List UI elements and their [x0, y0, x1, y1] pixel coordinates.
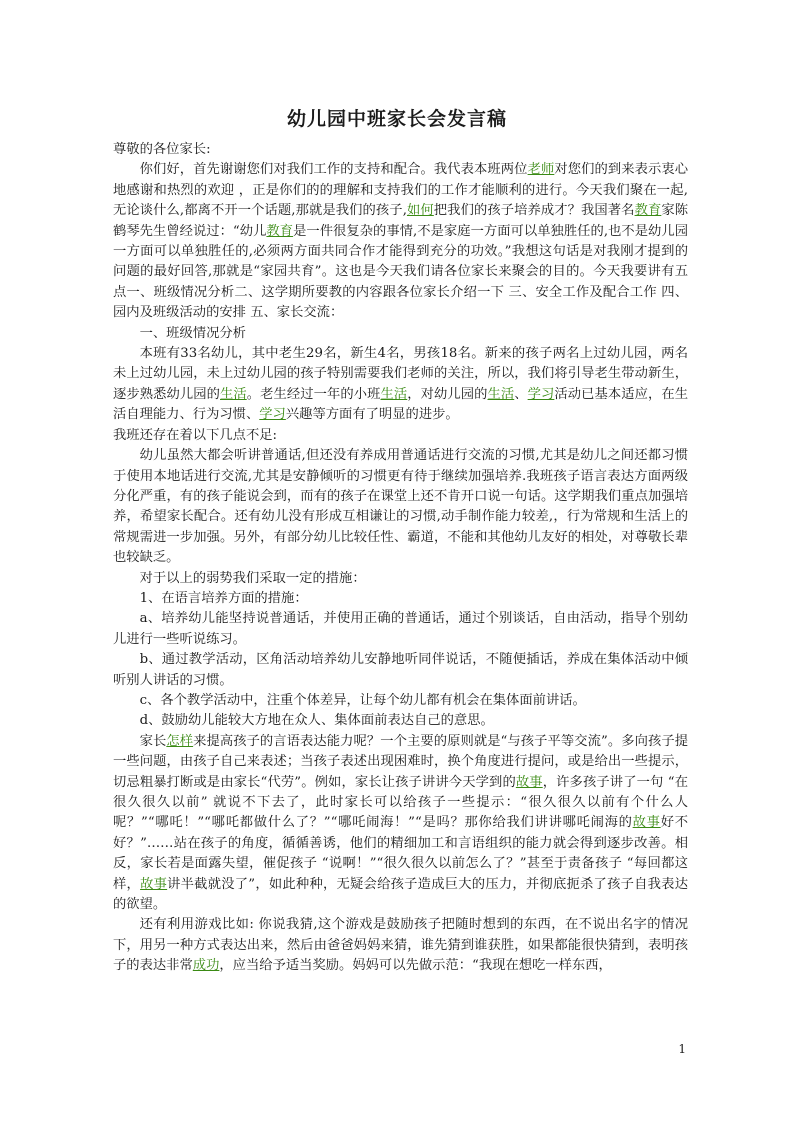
text: 是一件很复杂的事情,不是家庭一方面可以单独胜任的,也不是幼儿园一方面可以单独胜任的,必须两方面共同合作才能得到充分的功效。”我想这句话是对我刚才提到的问题的最好回答,那就是“家园共育”。这也是今天我们请各位家长来聚会的目的。今天我要讲有五点一、班级情况分析二、这学期所要教的内容跟各位家长介绍一下 三、安全工作及配合工作 四、园内及班级活动的安排 五、家长交流：	[113, 223, 689, 321]
link-success[interactable]: 成功	[192, 958, 220, 974]
paragraph-measure-d: d、鼓励幼儿能较大方地在众人、集体面前表达自己的意思。	[139, 713, 494, 729]
text: 家陈鹤琴先生曾经说过：“幼儿	[113, 203, 689, 239]
text: 讲半截就没了”，如此种种，无疑会给孩子造成巨大的压力，并彻底扼杀了孩子自我表达的欲望。	[113, 876, 689, 913]
text: ，对幼儿园的	[407, 386, 488, 402]
text: 本班有33名幼儿，其中老生29名，新生4名，男孩18名。新来的孩子两名上过幼儿园，两名未上过幼儿园，未上过幼儿园的孩子特别需要我们老师的关注，所以，我们将引导老生带动新生，逐步熟悉幼儿园的	[113, 346, 688, 402]
link-life[interactable]: 生活	[220, 386, 247, 402]
text: ，许多孩子讲了一句 “在很久很久以前” 就说不下去了，此时家长可以给孩子一些提示：“很久很久以前有个什么人呢？”“哪吒！”“哪吒都做什么了？”“哪吒闹海！”“是吗？那你给我们讲讲哪吒闹海的	[113, 774, 688, 831]
link-story-2[interactable]: 故事	[632, 815, 661, 831]
paragraph-class-info	[113, 344, 688, 426]
text: 好不好？”……站在孩子的角度，循循善诱，他们的精细加工和言语组织的能力就会得到逐步改善。相反，家长若是面露失望，催促孩子 “说啊！”“很久很久以前怎么了？”甚至于责备孩子 “每回都这样，	[113, 815, 688, 892]
text: 来提高孩子的言语表达能力呢？一个主要的原则就是“与孩子平等交流”。多向孩子提一些问题，由孩子自己来表述；当孩子表述出现困难时，换个角度进行提问，或是给出一些提示，切忌粗暴打断或是由家长“代劳”。例如，家长让孩子讲讲今天学到的	[113, 733, 689, 790]
text: ，应当给予适当奖励。妈妈可以先做示范：“我现在想吃一样东西，	[219, 958, 612, 974]
paragraph-measure-a: a、培养幼儿能坚持说普通话，并使用正确的普通话，通过个别谈话，自由活动，指导个别幼儿进行一些听说练习。	[113, 611, 688, 647]
link-story-3[interactable]: 故事	[140, 876, 168, 892]
link-teacher[interactable]: 老师	[527, 162, 555, 178]
paragraph-shortcomings-heading: 我班还存在着以下几点不足:	[113, 427, 278, 443]
link-life-2[interactable]: 生活	[380, 386, 408, 402]
paragraph-measure-b: b、通过教学活动，区角活动培养幼儿安静地听同伴说话，不随便插话，养成在集体活动中倾听别人讲话的习惯。	[113, 652, 688, 688]
section-heading-class-analysis: 一、班级情况分析	[139, 325, 246, 341]
text: 、	[514, 386, 528, 402]
text: 对您们的到来表示衷心地感谢和热烈的欢迎 ，正是你们的的理解和支持我们的工作才能顺利的进行。今天我们聚在一起,无论谈什么,都离不开一个话题,那就是我们的孩子,	[113, 162, 689, 219]
page-title: 幼儿园中班家长会发言稿	[286, 108, 507, 130]
text: 家长	[139, 733, 167, 749]
link-story[interactable]: 故事	[515, 774, 543, 790]
paragraph-game	[113, 915, 688, 976]
text: 你们好，首先谢谢您们对我们工作的支持和配合。我代表本班两位	[139, 162, 528, 178]
salutation: 尊敬的各位家长:	[113, 142, 211, 157]
link-study[interactable]: 学习	[527, 386, 555, 402]
link-life-3[interactable]: 生活	[487, 386, 515, 402]
paragraph-intro	[113, 160, 688, 323]
page-number: 1	[678, 1042, 686, 1056]
text: 活动已基本适应，在生活自理能力、行为习惯、	[113, 386, 689, 423]
text: 把我们的孩子培养成才？我国著名	[433, 203, 635, 219]
link-education-2[interactable]: 教育	[266, 223, 294, 239]
text: 兴趣等方面有了明显的进步。	[285, 407, 459, 423]
document-body	[113, 140, 688, 977]
paragraph-measure-c: c、各个教学活动中，注重个体差异，让每个幼儿都有机会在集体面前讲话。	[139, 692, 586, 708]
text: 还有利用游戏比如: 你说我猜,这个游戏是鼓励孩子把随时想到的东西，在不说出名字的情况下，用另一种方式表达出来，然后由爸爸妈妈来猜，谁先猜到谁获胜，如果都能很快猜到，表明孩子的表达非常	[113, 917, 688, 974]
link-how-to[interactable]: 怎样	[166, 733, 194, 749]
paragraph-measures-intro: 对于以上的弱势我们采取一定的措施：	[139, 570, 366, 586]
link-study-2[interactable]: 学习	[259, 407, 286, 423]
link-how[interactable]: 如何	[406, 203, 434, 219]
link-education[interactable]: 教育	[634, 203, 662, 219]
paragraph-shortcomings: 幼儿虽然大都会听讲普通话,但还没有养成用普通话进行交流的习惯,尤其是幼儿之间还都习惯于使用本地话进行交流,尤其是安静倾听的习惯更有待于继续加强培养.我班孩子语言表达方面两级分化严重，有的孩子能说会到，而有的孩子在课堂上还不肯开口说一句话。这学期我们重点加强培养，希望家长配合。还有幼儿没有形成互相谦让的习惯,动手制作能力较差,，行为常规和生活上的常规需进一步加强。另外，有部分幼儿比较任性、霸道，不能和其他幼儿友好的相处，对尊敬长辈也较缺乏。	[113, 448, 688, 566]
paragraph-measure-1: 1、在语言培养方面的措施：	[139, 590, 308, 606]
text: 。老生经过一年的小班	[246, 386, 381, 402]
paragraph-parent-tips	[113, 732, 688, 916]
